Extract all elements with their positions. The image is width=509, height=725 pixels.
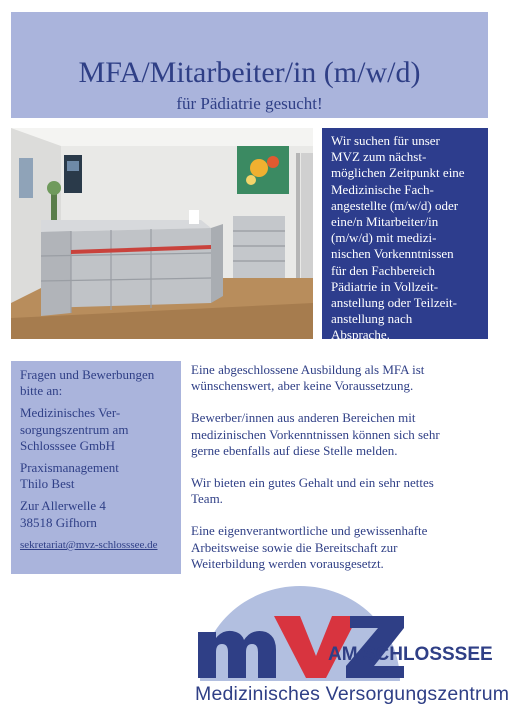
- person-line: Praxismanagement: [20, 460, 119, 476]
- intro-line: für den Fachbereich: [331, 262, 435, 278]
- body-line: wünschenswert, aber keine Voraussetzung.: [191, 378, 414, 394]
- reception-illustration: [11, 128, 313, 339]
- body-line: Team.: [191, 491, 223, 507]
- intro-line: Wir suchen für unser: [331, 133, 440, 148]
- intro-line: (m/w/d) mit medizi-: [331, 230, 437, 246]
- email-link[interactable]: sekretariat@mvz-schlosssee.de: [20, 538, 158, 551]
- intro-line: anstellung oder Teilzeit-: [331, 295, 457, 311]
- company-line: Medizinisches Ver-: [20, 405, 121, 421]
- page-subtitle: für Pädiatrie gesucht!: [176, 94, 323, 113]
- body-line: Eine abgeschlossene Ausbildung als MFA ist: [191, 362, 425, 377]
- body-line: Arbeitsweise sowie die Bereitschaft zur: [191, 539, 398, 555]
- intro-line: angestellte (m/w/d) oder: [331, 197, 459, 213]
- reception-desk-photo: [11, 128, 313, 339]
- body-text: [191, 362, 491, 588]
- contact-box: [11, 361, 181, 574]
- logo-name: AM SCHLOSSSEE: [328, 644, 493, 665]
- body-paragraph: [191, 475, 491, 507]
- intro-line: Absprache.: [331, 327, 390, 343]
- body-line: Eine eigenverantwortliche und gewissenhafte: [191, 523, 428, 539]
- intro-box: [322, 128, 488, 343]
- body-line: Weiterbildung werden vorausgesetzt.: [191, 555, 384, 571]
- contact-heading-line: Fragen und Bewerbungen: [20, 367, 155, 382]
- page-title: MFA/Mitarbeiter/in (m/w/d): [78, 56, 421, 89]
- body-line: Bewerber/innen aus anderen Bereichen mit: [191, 410, 416, 426]
- body-paragraph: [191, 362, 491, 394]
- body-line: Wir bieten ein gutes Gehalt und ein sehr nettes: [191, 475, 434, 491]
- logo-letter-m: [198, 631, 276, 678]
- logo-letters-text: mVZ: [190, 573, 224, 590]
- body-line: gerne ebenfalls auf diese Stelle melden.: [191, 442, 398, 458]
- intro-line: anstellung nach: [331, 311, 413, 327]
- body-paragraph: [191, 523, 491, 572]
- intro-line: Medizinische Fach-: [331, 181, 434, 197]
- address-line: 38518 Gifhorn: [20, 514, 97, 530]
- address-line: Zur Allerwelle 4: [20, 498, 106, 514]
- contact-heading-line: bitte an:: [20, 383, 63, 399]
- contact-company: [20, 405, 173, 454]
- intro-line: MVZ zum nächst-: [331, 149, 427, 165]
- header-banner: [11, 12, 488, 118]
- company-line: sorgungszentrum am: [20, 421, 129, 437]
- body-line: medizinischen Vorkenntnissen können sich sehr: [191, 426, 440, 442]
- intro-line: nischen Vorkenntnissen: [331, 246, 454, 262]
- body-paragraph: [191, 410, 491, 459]
- intro-line: möglichen Zeitpunkt eine: [331, 165, 465, 181]
- contact-person: [20, 460, 173, 492]
- logo-caption: Medizinisches Versorgungszentrum: [195, 683, 509, 705]
- contact-address: [20, 498, 173, 530]
- intro-line: eine/n Mitarbeiter/in: [331, 214, 439, 230]
- contact-heading: [20, 367, 173, 399]
- person-line: Thilo Best: [20, 476, 75, 492]
- intro-line: Pädiatrie in Vollzeit-: [331, 278, 439, 294]
- company-line: Schlosssee GmbH: [20, 437, 115, 453]
